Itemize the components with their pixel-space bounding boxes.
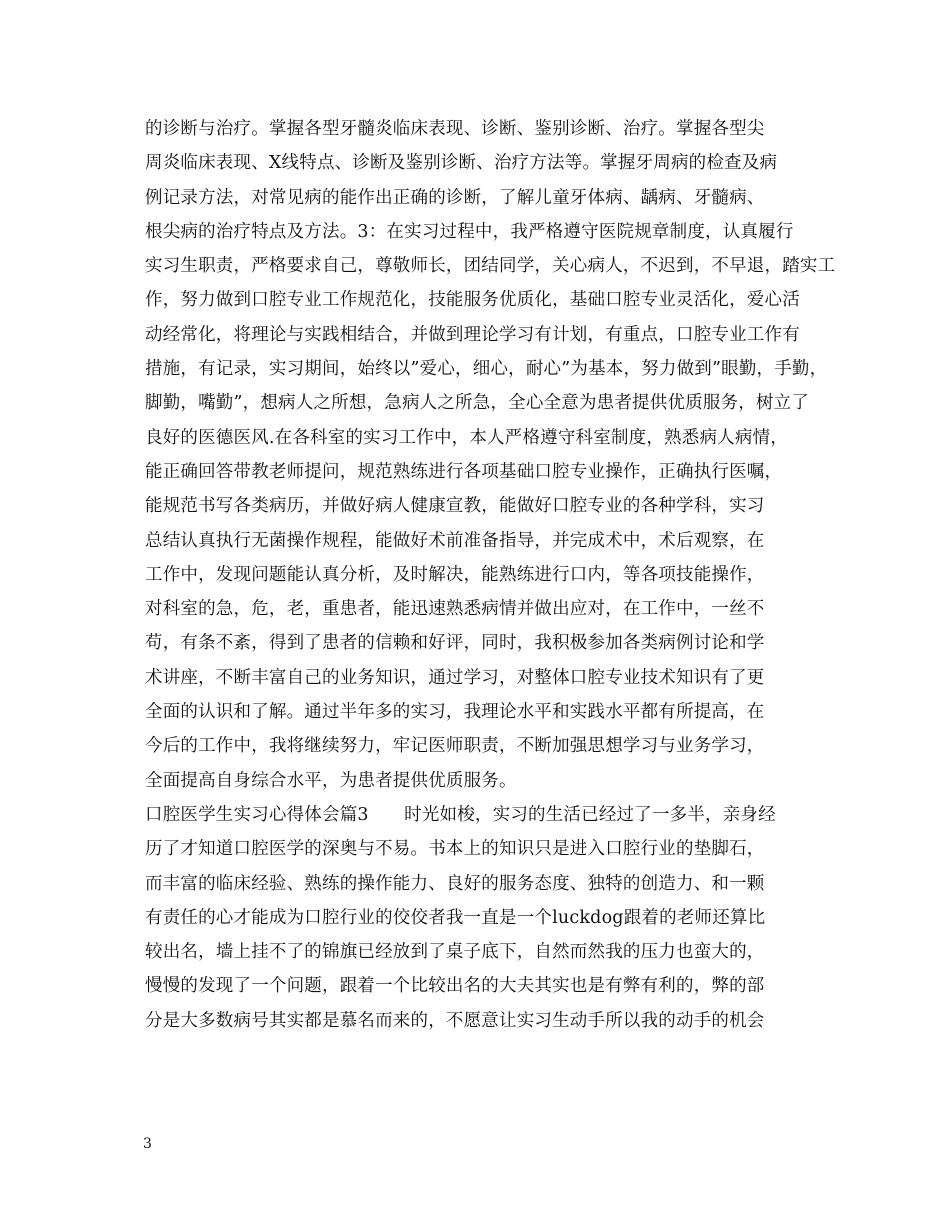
text-line: 脚勤，嘴勤”，想病人之所想，急病人之所急，全心全意为患者提供优质服务，树立了 <box>145 393 810 414</box>
text-line: 慢慢的发现了一个问题，跟着一个比较出名的大夫其实也是有弊有利的，弊的部 <box>145 976 765 997</box>
text-line: 工作中，发现问题能认真分析，及时解决，能熟练进行口内，等各项技能操作， <box>145 564 765 585</box>
section-heading-line: 口腔医学生实习心得体会篇3 时光如梭，实习的生活已经过了一多半，亲身经 <box>145 804 776 825</box>
text-line: 而丰富的临床经验、熟练的操作能力、良好的服务态度、独特的创造力、和一颗 <box>145 873 765 894</box>
text-line: 良好的医德医风.在各科室的实习工作中，本人严格遵守科室制度，熟悉病人病情， <box>145 427 788 448</box>
text-line: 较出名，墙上挂不了的锦旗已经放到了桌子底下，自然而然我的压力也蛮大的， <box>145 942 765 963</box>
text-line: 历了才知道口腔医学的深奥与不易。书本上的知识只是进入口腔行业的垫脚石， <box>145 839 765 860</box>
text-line: 对科室的急，危，老，重患者，能迅速熟悉病情并做出应对，在工作中，一丝不 <box>145 599 765 620</box>
text-line: 全面提高自身综合水平，为患者提供优质服务。 <box>145 770 517 791</box>
text-line: 能规范书写各类病历，并做好病人健康宣教，能做好口腔专业的各种学科，实习 <box>145 496 765 517</box>
text-line: 今后的工作中，我将继续努力，牢记医师职责，不断加强思想学习与业务学习， <box>145 736 765 757</box>
text-line: 分是大多数病号其实都是慕名而来的，不愿意让实习生动手所以我的动手的机会 <box>145 1010 765 1031</box>
text-line: 苟，有条不紊，得到了患者的信赖和好评，同时，我积极参加各类病例讨论和学 <box>145 633 765 654</box>
text-line: 全面的认识和了解。通过半年多的实习，我理论水平和实践水平都有所提高，在 <box>145 702 765 723</box>
text-line: 的诊断与治疗。掌握各型牙髓炎临床表现、诊断、鉴别诊断、治疗。掌握各型尖 <box>145 119 765 139</box>
body-text <box>145 112 835 1038</box>
page-number: 3 <box>143 1136 152 1152</box>
text-line: 动经常化，将理论与实践相结合，并做到理论学习有计划，有重点，口腔专业工作有 <box>145 324 800 345</box>
text-line: 措施，有记录，实习期间，始终以”爱心，细心，耐心”为基本，努力做到”眼勤，手勤， <box>145 359 828 380</box>
text-line: 能正确回答带教老师提问，规范熟练进行各项基础口腔专业操作，正确执行医嘱， <box>145 461 783 482</box>
text-line: 有责任的心才能成为口腔行业的佼佼者我一直是一个luckdog跟着的老师还算比 <box>145 907 766 928</box>
text-line: 术讲座，不断丰富自己的业务知识，通过学习，对整体口腔专业技术知识有了更 <box>145 667 765 688</box>
text-line: 总结认真执行无菌操作规程，能做好术前准备指导，并完成术中，术后观察，在 <box>145 530 765 551</box>
text-line: 例记录方法，对常见病的能作出正确的诊断，了解儿童牙体病、龋病、牙髓病、 <box>145 187 765 208</box>
text-line: 根尖病的治疗特点及方法。3：在实习过程中，我严格遵守医院规章制度，认真履行 <box>145 221 794 242</box>
text-line: 作，努力做到口腔专业工作规范化，技能服务优质化，基础口腔专业灵活化，爱心活 <box>145 290 800 311</box>
text-line: 实习生职责，严格要求自己，尊敬师长，团结同学，关心病人，不迟到，不早退，踏实工 <box>145 256 836 277</box>
text-line: 周炎临床表现、X线特点、诊断及鉴别诊断、治疗方法等。掌握牙周病的检查及病 <box>145 153 778 174</box>
